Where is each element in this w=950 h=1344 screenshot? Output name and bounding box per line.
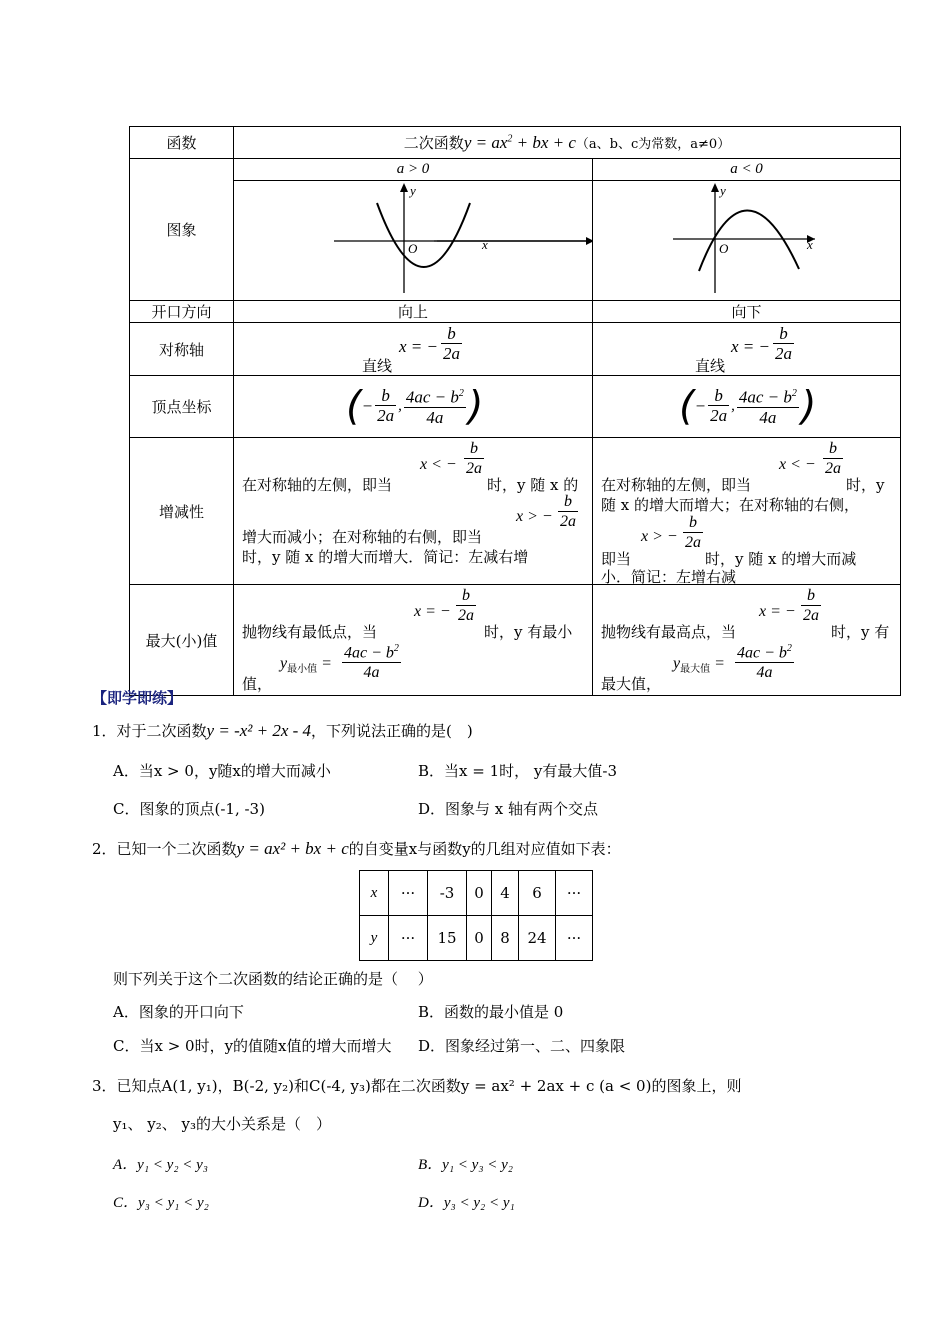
q3-option-c[interactable]: C．y₃ < y₁ < y₂ [113, 1195, 209, 1211]
q2-ask: 则下列关于这个二次函数的结论正确的是（ ） [113, 970, 433, 988]
graph-downward [593, 181, 901, 301]
row-label-function: 函数 [130, 127, 234, 159]
y-axis-label: y [410, 183, 416, 198]
ext-left: x = − $\frac{b}{2a}$ 抛物线有最低点，当 时，y 有最小 $y_{最小值}$ = $\frac{4ac - b^2}{4a}$ 值， [234, 585, 593, 696]
q3-option-d[interactable]: D．y₃ < y₂ < y₁ [418, 1195, 515, 1211]
row-label-vertex: 顶点坐标 [130, 376, 234, 438]
q3-line2: y₁、 y₂、 y₃的大小关系是（ ） [113, 1115, 331, 1133]
graph-header-left: a > 0 [234, 159, 593, 181]
summary-table [129, 126, 901, 696]
row-label-ext: 最大(小)值 [130, 585, 234, 696]
q2-option-c[interactable]: C．当x > 0时，y的值随x值的增大而增大 [113, 1037, 392, 1055]
open-right: 向下 [593, 301, 901, 323]
q1-option-b[interactable]: B．当x = 1时， y有最大值-3 [418, 762, 617, 780]
row-label-mono: 增减性 [130, 438, 234, 585]
q1-stem: 1．对于二次函数y = -x² + 2x - 4，下列说法正确的是( ) [92, 721, 473, 740]
q1-option-c[interactable]: C．图象的顶点(-1, -3) [113, 800, 265, 818]
function-cell: 二次函数$y = ax^2$ + bx + c（a、b、c为常数，a≠0） [234, 127, 901, 159]
graph-upward [234, 181, 593, 301]
upward-parabola-graph [234, 181, 592, 296]
q1-option-a[interactable]: A．当x > 0，y随x的增大而减小 [113, 762, 331, 780]
x-axis-label: x [482, 237, 488, 252]
section-title: 【即学即练】 [92, 689, 183, 707]
row-label-open: 开口方向 [130, 301, 234, 323]
q2-option-a[interactable]: A．图象的开口向下 [113, 1003, 244, 1021]
ext-right: x = − $\frac{b}{2a}$ 抛物线有最高点，当 时，y 有 $y_{最大值}$ = $\frac{4ac - b^2}{4a}$ 最大值， [593, 585, 901, 696]
q2-value-table: x ··· -3 0 4 6 ··· y ··· 15 0 8 24 ··· [359, 870, 593, 961]
svg-text:y: y [720, 183, 726, 198]
q2-option-d[interactable]: D．图象经过第一、二、四象限 [418, 1037, 626, 1055]
q2-stem: 2．已知一个二次函数y = ax² + bx + c的自变量x与函数y的几组对应值如下表： [92, 839, 621, 858]
downward-parabola-graph [593, 181, 899, 296]
q2-option-b[interactable]: B．函数的最小值是 0 [418, 1003, 564, 1021]
q3-option-a[interactable]: A．y₁ < y₂ < y₃ [113, 1157, 209, 1173]
svg-text:x: x [807, 237, 813, 252]
vertex-left: (− $\frac{b}{2a}$ , $\frac{4ac - b^2}{4a}$ ) [234, 376, 593, 438]
q3-stem: 3．已知点A(1, y₁)，B(-2, y₂)和C(-4, y₃)都在二次函数y = ax² + 2ax + c (a < 0)的图象上，则 [92, 1077, 742, 1095]
vertex-right: (− $\frac{b}{2a}$ , $\frac{4ac - b^2}{4a}$ ) [593, 376, 901, 438]
axis-left: 直线 x = − $\frac{b}{2a}$ [234, 323, 593, 376]
q2-header-x: x [360, 871, 389, 916]
open-left: 向上 [234, 301, 593, 323]
row-label-graph: 图象 [130, 159, 234, 301]
q1-option-d[interactable]: D．图象与 x 轴有两个交点 [418, 800, 599, 818]
origin-label: O [408, 241, 418, 256]
q2-header-y: y [360, 916, 389, 961]
row-label-axis: 对称轴 [130, 323, 234, 376]
mono-right: x < − $\frac{b}{2a}$ 在对称轴的左侧，即当 时，y 随 x 的增大而增大；在对称轴的右侧， x > − $\frac{b}{2a}$ 即当 时，y 随 x 的增大而减 小．简记：左增右减 [593, 438, 901, 585]
mono-left: x < − $\frac{b}{2a}$ 在对称轴的左侧，即当 时，y 随 x 的 x > − $\frac{b}{2a}$ 增大而减小；在对称轴的右侧，即当 时，y 随 x 的增大而增大．简记：左减右增 [234, 438, 593, 585]
graph-header-right: a < 0 [593, 159, 901, 181]
svg-text:O: O [719, 241, 729, 256]
q3-option-b[interactable]: B．y₁ < y₃ < y₂ [418, 1157, 514, 1173]
axis-right: 直线 x = − $\frac{b}{2a}$ [593, 323, 901, 376]
